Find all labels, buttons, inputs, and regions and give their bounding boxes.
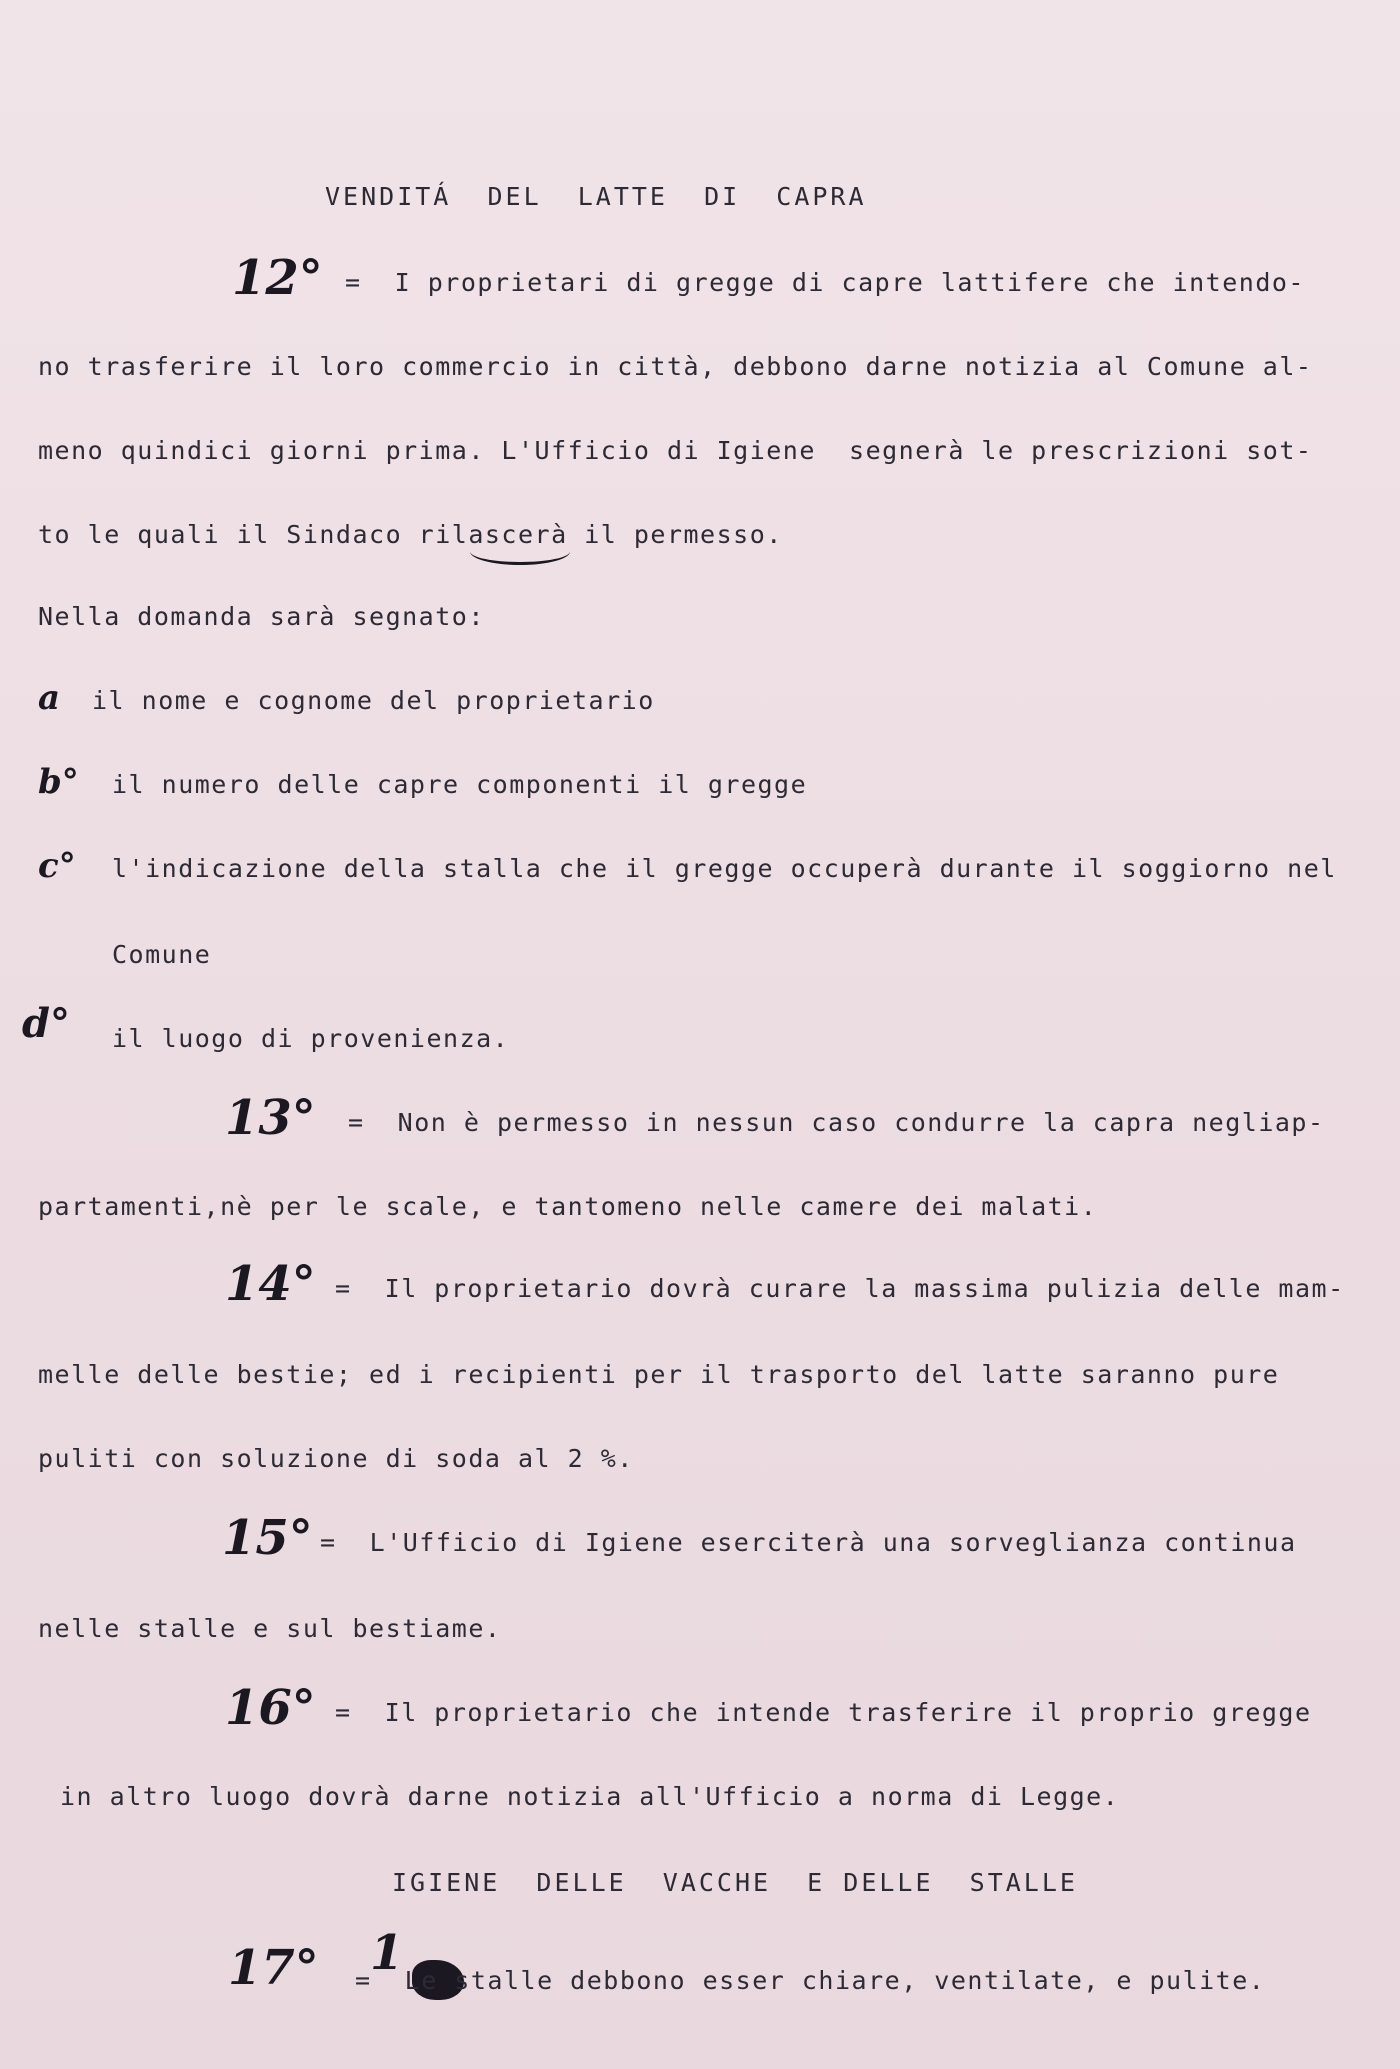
list-item: l'indicazione della stalla che il gregge occuperà durante il soggiorno nel [112,854,1337,883]
article-number-16: 16° [225,1680,316,1736]
article-number-14: 14° [225,1256,316,1312]
list-marker-d: d° [22,1000,70,1047]
article-number-13: 13° [225,1090,316,1146]
article-number-12: 12° [232,250,323,306]
text-line: meno quindici giorni prima. L'Ufficio di Igiene segnerà le prescrizioni sot- [38,436,1313,465]
text-line: = L'Ufficio di Igiene eserciterà una sorveglianza continua [320,1528,1297,1557]
text-line: puliti con soluzione di soda al 2 %. [38,1444,634,1473]
handwritten-underline [470,538,570,565]
text-line: in altro luogo dovrà darne notizia all'Ufficio a norma di Legge. [60,1782,1120,1811]
article-number-15: 15° [222,1510,313,1566]
text-line: nelle stalle e sul bestiame. [38,1614,502,1643]
text-line: Nella domanda sarà segnato: [38,602,485,631]
text-line: partamenti,nè per le scale, e tantomeno nelle camere dei malati. [38,1192,1098,1221]
heading-cows-stables: IGIENE DELLE VACCHE E DELLE STALLE [392,1868,1078,1897]
text-line: = I proprietari di gregge di capre lattifere che intendo- [345,268,1305,297]
list-marker-b: b° [38,762,79,802]
text-line: = Il proprietario dovrà curare la massima pulizia delle mam- [335,1274,1345,1303]
list-marker-c: c° [38,846,76,886]
text-line: = Il proprietario che intende trasferire il proprio gregge [335,1698,1312,1727]
list-marker-a: a [38,678,61,718]
text-line: melle delle bestie; ed i recipienti per il trasporto del latte saranno pure [38,1360,1280,1389]
text-line: to le quali il Sindaco rilascerà il permesso. [38,520,783,549]
text-line: = Le stalle debbono esser chiare, ventilate, e pulite. [355,1966,1266,1995]
text-line: no trasferire il loro commercio in città, debbono darne notizia al Comune al- [38,352,1313,381]
article-number-17: 17° [228,1940,319,1996]
list-item-continuation: Comune [112,940,212,969]
heading-goat-milk: VENDITÁ DEL LATTE DI CAPRA [325,182,867,211]
list-item: il luogo di provenienza. [112,1024,510,1053]
text-line: = Non è permesso in nessun caso condurre la capra negliap- [348,1108,1325,1137]
list-item: il numero delle capre componenti il gregge [112,770,808,799]
list-item: il nome e cognome del proprietario [92,686,655,715]
handwritten-number-1: 1 [370,1925,404,1981]
